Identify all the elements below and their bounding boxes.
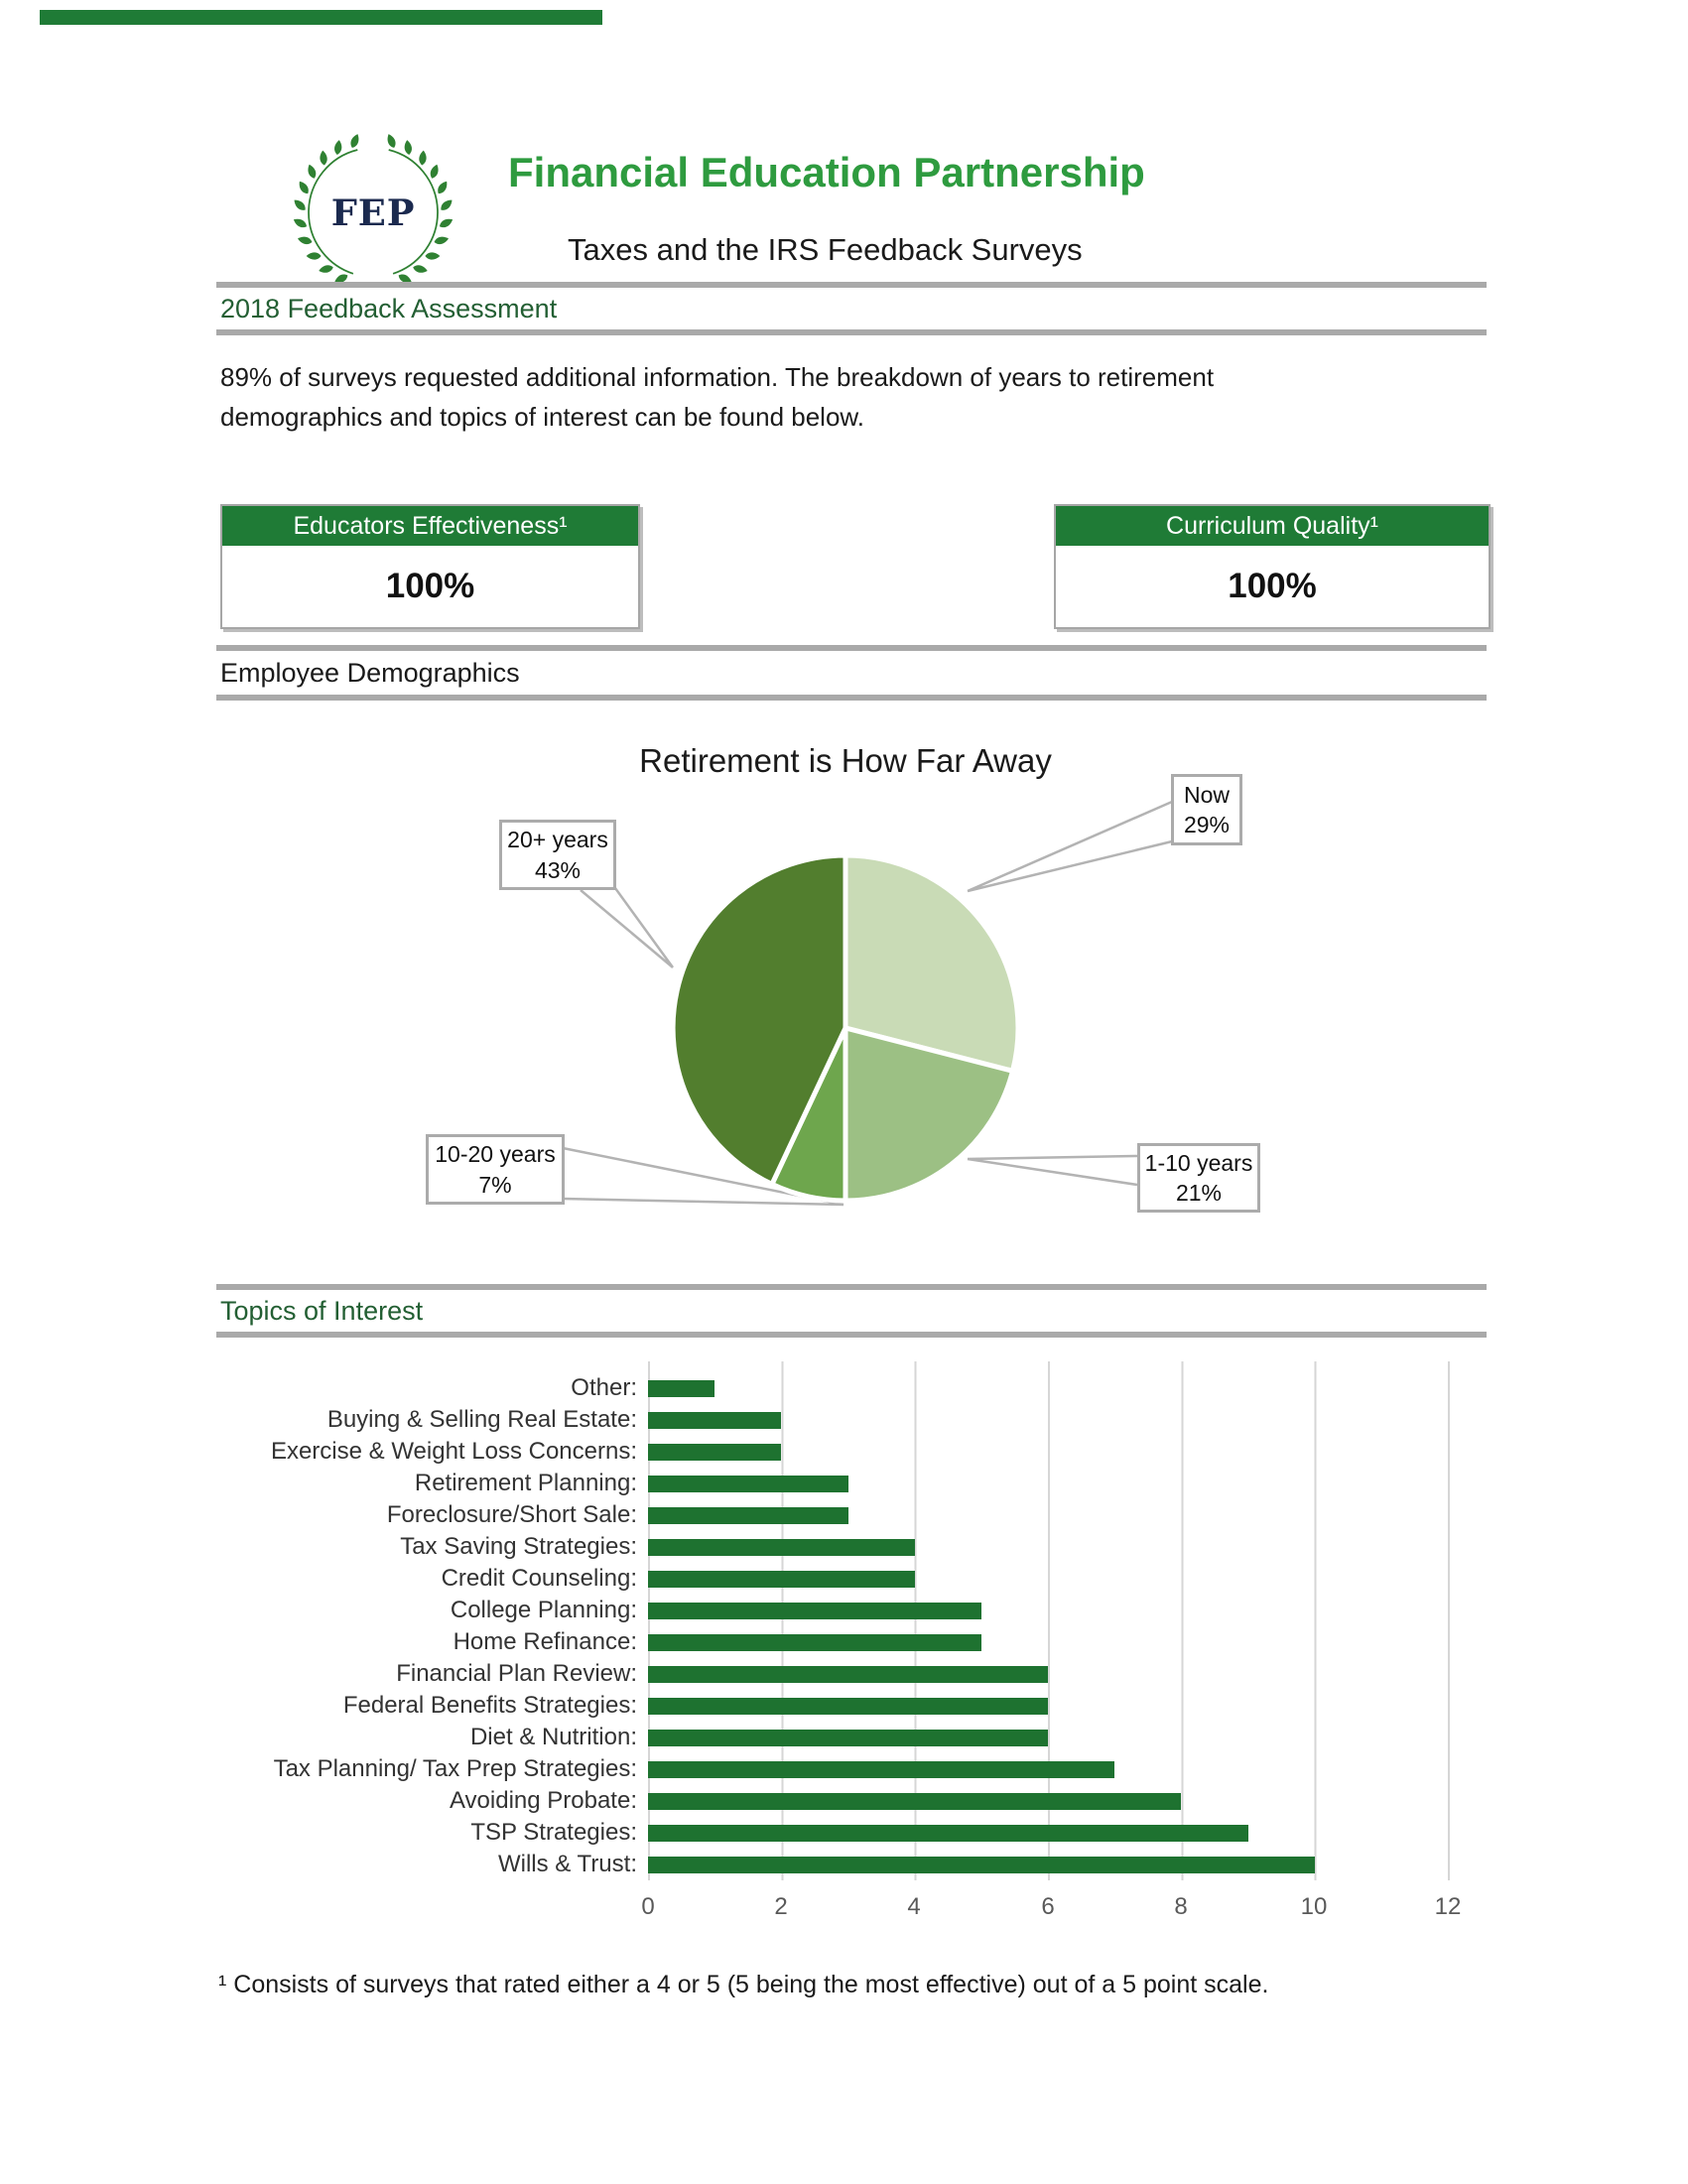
x-axis-tick: 2 xyxy=(774,1893,788,1920)
category-label: Other: xyxy=(571,1374,637,1401)
callout-label: 10-20 years xyxy=(435,1141,556,1168)
bar-foreclosure-short-sale xyxy=(648,1507,848,1524)
callout-label: 20+ years xyxy=(507,827,608,853)
divider xyxy=(216,695,1487,701)
card-value: 100% xyxy=(385,567,475,605)
callout-value: 43% xyxy=(534,856,582,883)
category-label: Tax Saving Strategies: xyxy=(400,1533,637,1560)
educators-effectiveness-card xyxy=(220,504,640,629)
category-label: Home Refinance: xyxy=(453,1628,637,1655)
bar-row xyxy=(220,1595,1486,1626)
category-label: Tax Planning/ Tax Prep Strategies: xyxy=(273,1755,637,1782)
pie-callout-1-10-years xyxy=(1137,1143,1260,1213)
bar-buying-selling-real-estate xyxy=(648,1412,781,1429)
category-label: Financial Plan Review: xyxy=(396,1660,637,1687)
retirement-pie-chart xyxy=(657,839,1034,1217)
bar-row xyxy=(220,1563,1486,1595)
bar-federal-benefits-strategies xyxy=(648,1698,1048,1715)
card-title: Curriculum Quality¹ xyxy=(1056,506,1489,546)
x-axis-tick: 0 xyxy=(641,1893,655,1920)
bar-row xyxy=(220,1499,1486,1531)
pie-callout-now xyxy=(1171,774,1242,845)
bar-row xyxy=(220,1722,1486,1753)
x-axis-tick: 12 xyxy=(1434,1893,1462,1920)
bar-other xyxy=(648,1380,714,1397)
category-label: Foreclosure/Short Sale: xyxy=(386,1501,637,1528)
bar-row xyxy=(220,1531,1486,1563)
bar-row xyxy=(220,1690,1486,1722)
curriculum-quality-card xyxy=(1054,504,1491,629)
divider xyxy=(216,1284,1487,1290)
bar-row xyxy=(220,1626,1486,1658)
bar-college-planning xyxy=(648,1603,981,1619)
pie-callout-10-20-years xyxy=(426,1134,565,1205)
page-subtitle: Taxes and the IRS Feedback Surveys xyxy=(568,232,1083,267)
bar-row xyxy=(220,1785,1486,1817)
bar-tax-saving-strategies xyxy=(648,1539,915,1556)
bar-row xyxy=(220,1468,1486,1499)
category-label: Avoiding Probate: xyxy=(449,1787,637,1814)
category-label: Diet & Nutrition: xyxy=(469,1724,637,1750)
divider xyxy=(216,1332,1487,1338)
callout-value: 29% xyxy=(1183,812,1231,837)
category-label: Wills & Trust: xyxy=(497,1851,637,1877)
bar-exercise-weight-loss xyxy=(648,1444,781,1461)
fep-monogram: FEP xyxy=(330,191,416,235)
footnote: ¹ Consists of surveys that rated either a 4 or 5 (5 being the most effective) out of a 5 point scale. xyxy=(218,1971,1269,1998)
bar-wills-trust xyxy=(648,1857,1315,1873)
pie-callout-20plus-years xyxy=(499,820,616,890)
callout-value: 7% xyxy=(478,1171,512,1198)
category-label: Credit Counseling: xyxy=(441,1565,637,1592)
x-axis-tick: 4 xyxy=(907,1893,921,1920)
demographics-heading: Employee Demographics xyxy=(220,658,520,688)
bar-financial-plan-review xyxy=(648,1666,1048,1683)
fep-laurel-logo xyxy=(284,127,462,298)
card-value: 100% xyxy=(1228,567,1317,605)
divider xyxy=(216,282,1487,288)
pie-chart-title: Retirement is How Far Away xyxy=(639,742,1052,779)
category-label: College Planning: xyxy=(450,1597,637,1623)
top-accent-bar xyxy=(40,10,602,25)
bar-row xyxy=(220,1849,1486,1880)
card-title: Educators Effectiveness¹ xyxy=(222,506,638,546)
page-title: Financial Education Partnership xyxy=(508,149,1145,195)
category-label: TSP Strategies: xyxy=(470,1819,637,1846)
assessment-body: 89% of surveys requested additional information. The breakdown of years to retirement demographics and topics of interest can be found below. xyxy=(220,362,1215,433)
callout-label: Now xyxy=(1183,781,1230,808)
category-label: Federal Benefits Strategies: xyxy=(342,1692,637,1719)
chart-rows xyxy=(220,1372,1486,1880)
bar-avoiding-probate xyxy=(648,1793,1181,1810)
bar-row xyxy=(220,1404,1486,1436)
callout-label: 1-10 years xyxy=(1144,1149,1253,1176)
bar-row xyxy=(220,1753,1486,1785)
x-axis-tick: 6 xyxy=(1041,1893,1055,1920)
x-axis-tick: 8 xyxy=(1174,1893,1188,1920)
divider xyxy=(216,645,1487,651)
category-label: Exercise & Weight Loss Concerns: xyxy=(270,1438,637,1465)
bar-credit-counseling xyxy=(648,1571,915,1588)
bar-tsp-strategies xyxy=(648,1825,1248,1842)
bar-row xyxy=(220,1817,1486,1849)
bar-tax-planning-tax-prep xyxy=(648,1761,1114,1778)
bar-home-refinance xyxy=(648,1634,981,1651)
x-axis-tick: 10 xyxy=(1300,1893,1328,1920)
bar-row xyxy=(220,1372,1486,1404)
bar-row xyxy=(220,1658,1486,1690)
bar-diet-nutrition xyxy=(648,1730,1048,1746)
callout-value: 21% xyxy=(1175,1180,1223,1206)
bar-retirement-planning xyxy=(648,1476,848,1492)
assessment-heading: 2018 Feedback Assessment xyxy=(220,294,558,323)
category-label: Buying & Selling Real Estate: xyxy=(326,1406,637,1433)
category-label: Retirement Planning: xyxy=(414,1470,637,1496)
topics-heading: Topics of Interest xyxy=(220,1296,424,1326)
divider xyxy=(216,329,1487,335)
topics-bar-chart xyxy=(220,1361,1486,1937)
bar-row xyxy=(220,1436,1486,1468)
